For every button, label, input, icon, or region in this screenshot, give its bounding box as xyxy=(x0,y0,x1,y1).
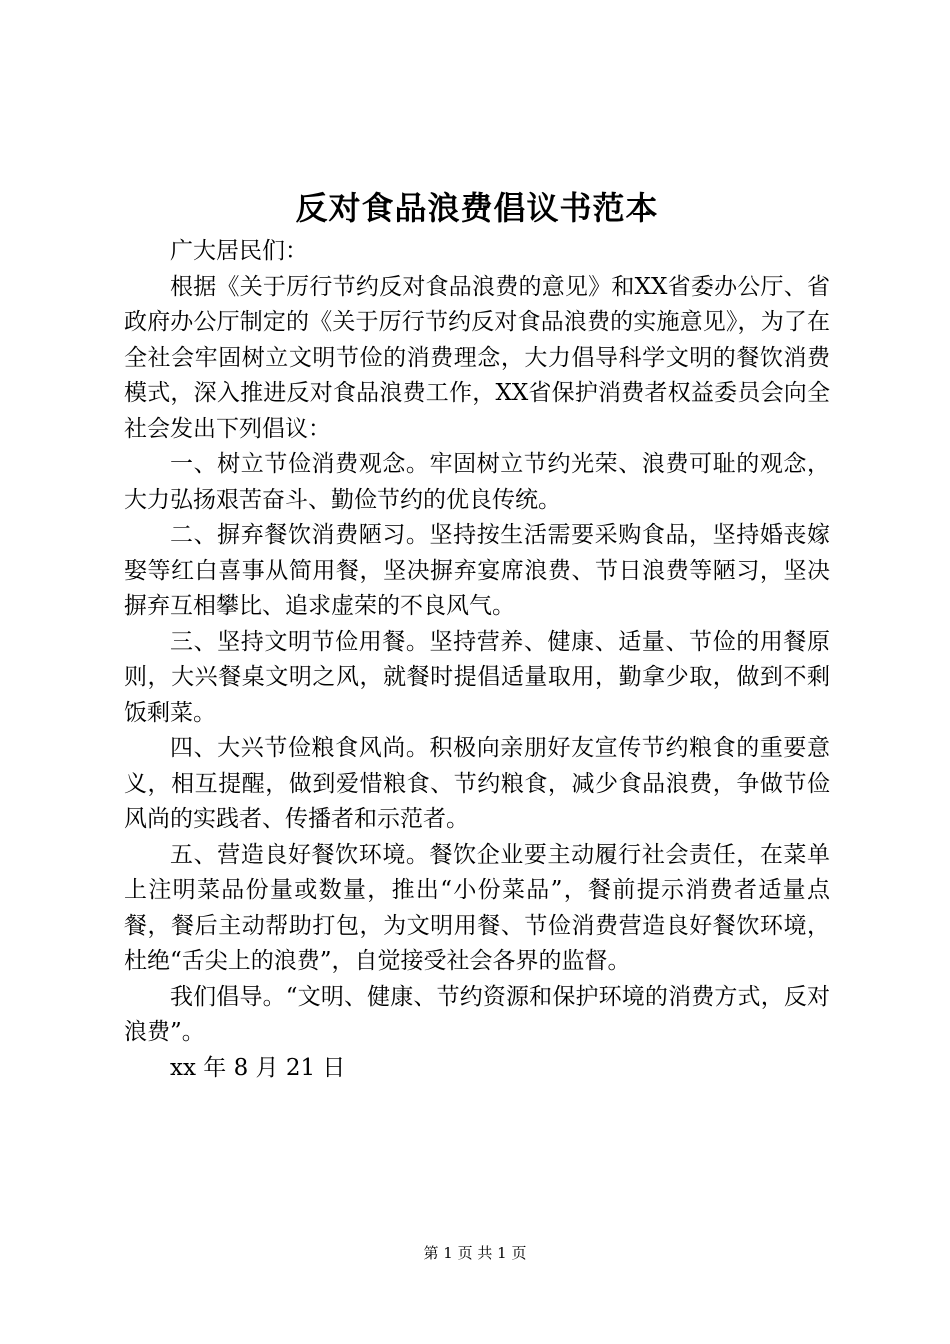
paragraph-item-3: 三、坚持文明节俭用餐。坚持营养、健康、适量、节俭的用餐原则，大兴餐桌文明之风，就餐时提倡适量取用，勤拿少取，做到不剩饭剩菜。 xyxy=(124,628,830,726)
paragraph-item-4: 四、大兴节俭粮食风尚。积极向亲朋好友宣传节约粮食的重要意义，相互提醒，做到爱惜粮食、节约粮食，减少食品浪费，争做节俭风尚的实践者、传播者和示范者。 xyxy=(124,735,830,832)
paragraph-item-2: 二、摒弃餐饮消费陋习。坚持按生活需要采购食品，坚持婚丧嫁娶等红白喜事从简用餐，坚决摒弃宴席浪费、节日浪费等陋习，坚决摒弃互相攀比、追求虚荣的不良风气。 xyxy=(124,522,830,619)
salutation: 广大居民们： xyxy=(170,238,308,264)
document-title: 反对食品浪费倡议书范本 xyxy=(295,189,659,227)
paragraph-item-1: 一、树立节俭消费观念。牢固树立节约光荣、浪费可耻的观念，大力弘扬艰苦奋斗、勤俭节约的优良传统。 xyxy=(124,451,830,513)
document-page xyxy=(124,186,830,1086)
paragraph-item-5: 五、营造良好餐饮环境。餐饮企业要主动履行社会责任，在菜单上注明菜品份量或数量，推出“小份菜品”，餐前提示消费者适量点餐，餐后主动帮助打包，为文明用餐、节俭消费营造良好餐饮环境，杜绝“舌尖上的浪费”，自觉接受社会各界的监督。 xyxy=(124,841,830,974)
document-date: xx 年 8 月 21 日 xyxy=(170,1054,346,1081)
page-footer: 第 1 页 共 1 页 xyxy=(423,1244,527,1262)
paragraph-closing: 我们倡导。“文明、健康、节约资源和保护环境的消费方式，反对浪费”。 xyxy=(124,983,830,1045)
paragraph-intro: 根据《关于厉行节约反对食品浪费的意见》和XX省委办公厅、省政府办公厅制定的《关于厉行节约反对食品浪费的实施意见》，为了在全社会牢固树立文明节俭的消费理念，大力倡导科学文明的餐饮消费模式，深入推进反对食品浪费工作，XX省保护消费者权益委员会向全社会发出下列倡议： xyxy=(124,273,830,442)
